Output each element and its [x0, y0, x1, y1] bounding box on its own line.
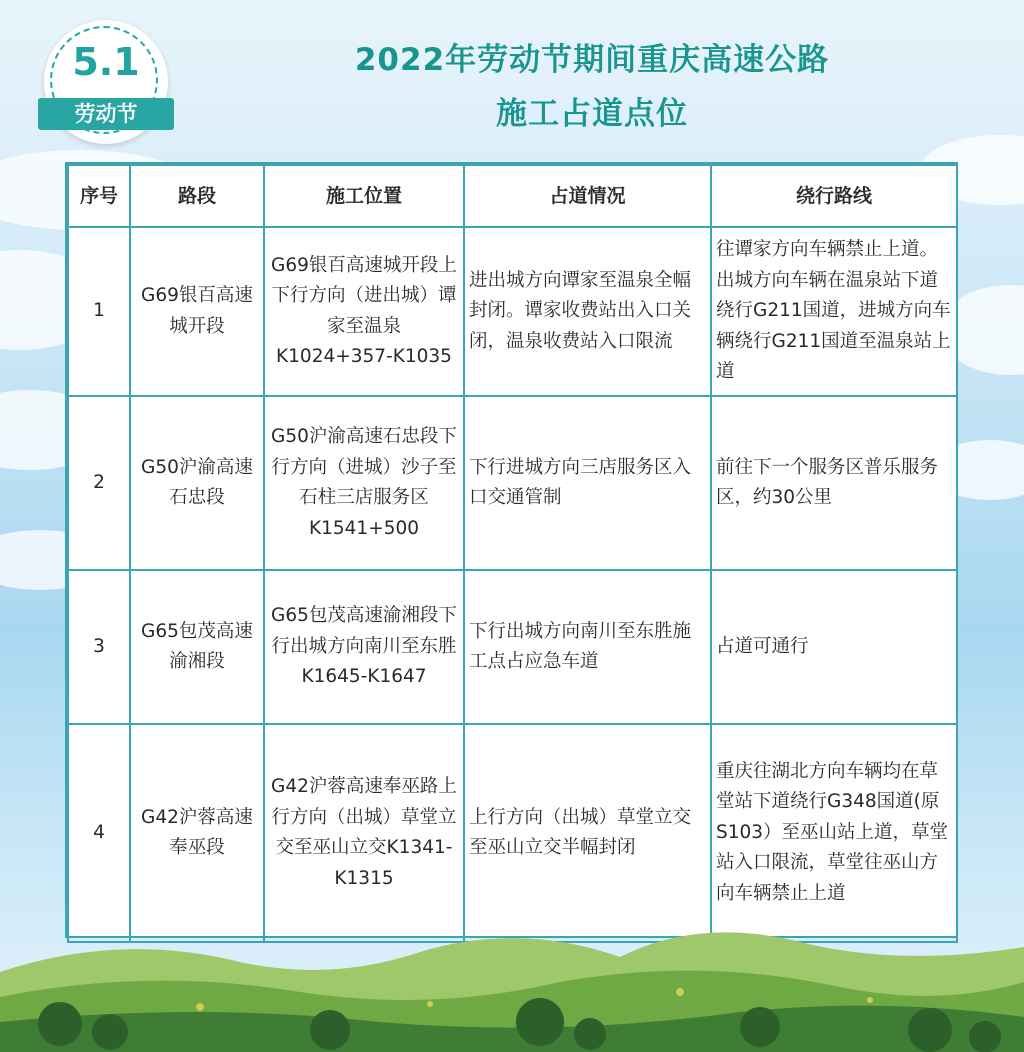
- cell-no: 4: [68, 724, 130, 942]
- badge-label: 劳动节: [38, 98, 174, 130]
- cell-no: 2: [68, 396, 130, 570]
- cell-no: 3: [68, 570, 130, 724]
- cell-occupancy: 上行方向（出城）草堂立交至巫山立交半幅封闭: [464, 724, 711, 942]
- cell-occupancy: 下行进城方向三店服务区入口交通管制: [464, 396, 711, 570]
- cell-road: G69银百高速城开段: [130, 227, 264, 396]
- cell-detour: 占道可通行: [711, 570, 957, 724]
- cell-location: G50沪渝高速石忠段下行方向（进城）沙子至石柱三店服务区K1541+500: [264, 396, 464, 570]
- header-detour: 绕行路线: [711, 165, 957, 227]
- table-row: [68, 396, 957, 570]
- table-row: [68, 724, 957, 942]
- cell-no: 1: [68, 227, 130, 396]
- construction-table: [65, 162, 958, 938]
- cell-detour: 前往下一个服务区普乐服务区，约30公里: [711, 396, 957, 570]
- cell-occupancy: 进出城方向谭家至温泉全幅封闭。谭家收费站出入口关闭，温泉收费站入口限流: [464, 227, 711, 396]
- holiday-badge: [44, 20, 168, 144]
- header-location: 施工位置: [264, 165, 464, 227]
- header-occupancy: 占道情况: [464, 165, 711, 227]
- cell-occupancy: 下行出城方向南川至东胜施工点占应急车道: [464, 570, 711, 724]
- page-title-line-2: 施工占道点位: [496, 96, 688, 132]
- cell-detour: 重庆往湖北方向车辆均在草堂站下道绕行G348国道(原S103）至巫山站上道，草堂站入口限流，草堂往巫山方向车辆禁止上道: [711, 724, 957, 942]
- cell-road: G50沪渝高速石忠段: [130, 396, 264, 570]
- table-header-row: [68, 165, 957, 227]
- page-title-line-1: 2022年劳动节期间重庆高速公路: [354, 42, 830, 78]
- badge-number: 5.1: [72, 40, 140, 84]
- cell-detour: 往谭家方向车辆禁止上道。出城方向车辆在温泉站下道绕行G211国道，进城方向车辆绕行G211国道至温泉站上道: [711, 227, 957, 396]
- cell-location: G42沪蓉高速奉巫路上行方向（出城）草堂立交至巫山立交K1341-K1315: [264, 724, 464, 942]
- landscape-illustration: [0, 912, 1024, 1052]
- cell-location: G69银百高速城开段上下行方向（进出城）谭家至温泉K1024+357-K1035: [264, 227, 464, 396]
- header-road: 路段: [130, 165, 264, 227]
- cell-location: G65包茂高速渝湘段下行出城方向南川至东胜K1645-K1647: [264, 570, 464, 724]
- table-row: [68, 570, 957, 724]
- cell-road: G65包茂高速渝湘段: [130, 570, 264, 724]
- cell-road: G42沪蓉高速奉巫段: [130, 724, 264, 942]
- table-row: [68, 227, 957, 396]
- header-no: 序号: [68, 165, 130, 227]
